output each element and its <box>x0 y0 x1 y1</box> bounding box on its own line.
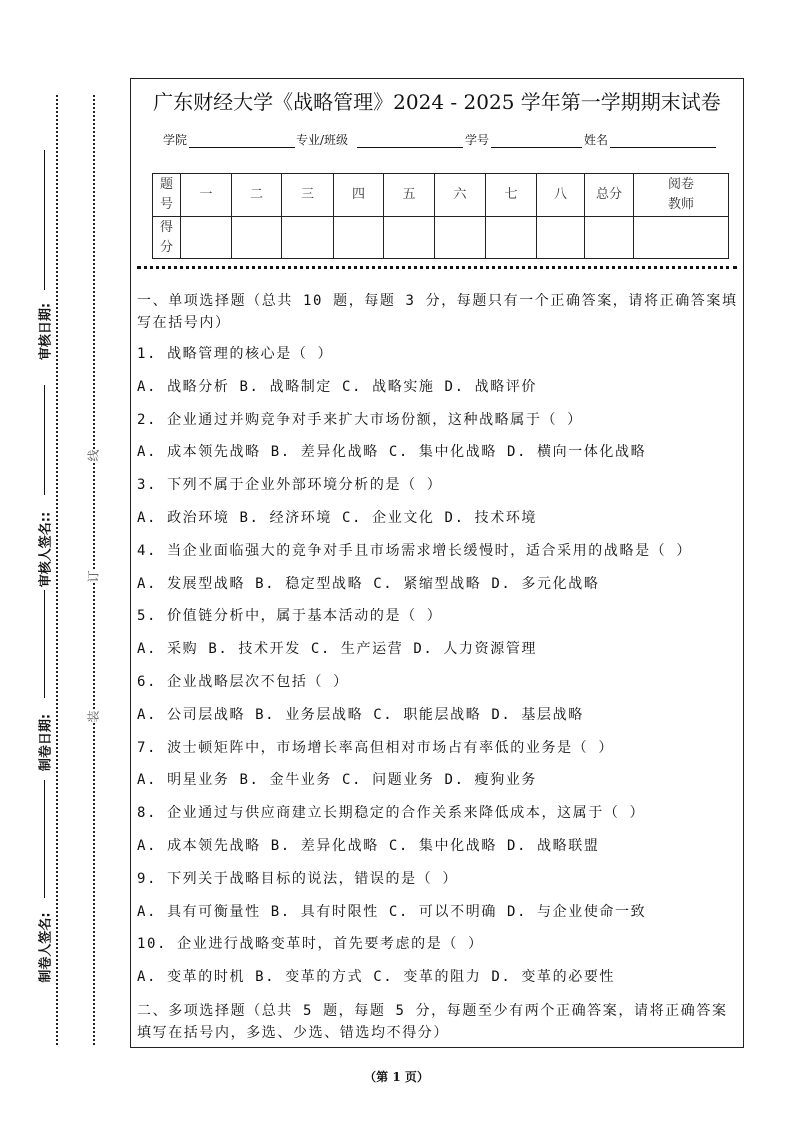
reviewer-sign-label: 审核人签名:: <box>38 511 54 588</box>
question-text: 5. 价值链分析中，属于基本活动的是（ ） <box>137 608 443 625</box>
page-number: （第 1 页） <box>364 1070 429 1084</box>
total-score-cell[interactable] <box>585 217 634 259</box>
binding-dotted-line-outer <box>56 95 58 1045</box>
college-label: 学院 <box>163 133 188 147</box>
major-label: 专业/班级 <box>296 133 349 147</box>
question-text: 4. 当企业面临强大的竞争对手且市场需求增长缓慢时，适合采用的战略是（ ） <box>137 542 692 559</box>
college-field[interactable] <box>189 133 295 148</box>
section1-heading-line1: 一、单项选择题（总共 10 题，每题 3 分，每题只有一个正确答案，请将正确答案填 <box>137 293 738 309</box>
question-options: A. 变革的时机 B. 变革的方式 C. 变革的阻力 D. 变革的必要性 <box>137 969 616 986</box>
question-text: 9. 下列关于战略目标的说法，错误的是（ ） <box>137 870 458 887</box>
question-options: A. 成本领先战略 B. 差异化战略 C. 集中化战略 D. 横向一体化战略 <box>137 444 647 461</box>
section1-heading-line2: 写在括号内） <box>137 315 231 331</box>
question-options: A. 发展型战略 B. 稳定型战略 C. 紧缩型战略 D. 多元化战略 <box>137 575 600 592</box>
question-text: 7. 波士顿矩阵中，市场增长率高但相对市场占有率低的业务是（ ） <box>137 739 614 756</box>
col-header: 八 <box>537 174 585 217</box>
score-cell[interactable] <box>282 217 334 259</box>
score-cell[interactable] <box>334 217 384 259</box>
question-text: 2. 企业通过并购竞争对手来扩大市场份额，这种战略属于（ ） <box>137 411 583 428</box>
col-header: 三 <box>282 174 334 217</box>
student-id-label: 学号 <box>465 133 490 147</box>
reviewer-header-char: 阅卷 <box>667 177 694 192</box>
bind-mark-line: 线 <box>86 449 101 462</box>
question-options: A. 采购 B. 技术开发 C. 生产运营 D. 人力资源管理 <box>137 641 538 658</box>
review-date-underline <box>44 150 45 290</box>
header-label-cell <box>153 174 181 217</box>
score-label-char: 分 <box>159 239 173 255</box>
reviewer-sign-underline <box>44 385 45 495</box>
col-header: 一 <box>181 174 232 217</box>
bind-mark-install: 装 <box>86 710 101 723</box>
reviewer-header-cell <box>634 174 729 217</box>
section2-heading-line2: 填写在括号内，多选、少选、错选均不得分） <box>137 1025 449 1041</box>
score-cell[interactable] <box>181 217 232 259</box>
question-options: A. 战略分析 B. 战略制定 C. 战略实施 D. 战略评价 <box>137 378 538 395</box>
score-cell[interactable] <box>435 217 486 259</box>
question-text: 8. 企业通过与供应商建立长期稳定的合作关系来降低成本，这属于（ ） <box>137 805 646 822</box>
section2-heading-line1: 二、多项选择题（总共 5 题，每题 5 分，每题至少有两个正确答案，请将正确答案 <box>137 1003 728 1019</box>
col-header: 七 <box>486 174 537 217</box>
make-date-label: 制卷日期: <box>38 713 54 772</box>
col-header: 总分 <box>585 174 634 217</box>
question-options: A. 明星业务 B. 金牛业务 C. 问题业务 D. 瘦狗业务 <box>137 772 538 789</box>
question-text: 6. 企业战略层次不包括（ ） <box>137 674 349 690</box>
col-header: 五 <box>384 174 435 217</box>
score-cell[interactable] <box>384 217 435 259</box>
score-table-score-row <box>153 217 729 259</box>
score-label-cell <box>153 217 181 259</box>
score-table <box>152 173 729 259</box>
make-date-underline <box>44 590 45 698</box>
col-header: 二 <box>232 174 282 217</box>
name-label: 姓名 <box>584 133 609 147</box>
separator-dotted-line <box>137 266 737 269</box>
score-cell[interactable] <box>537 217 585 259</box>
question-text: 3. 下列不属于企业外部环境分析的是（ ） <box>137 477 443 494</box>
question-options: A. 具有可衡量性 B. 具有时限性 C. 可以不明确 D. 与企业使命一致 <box>137 903 647 920</box>
question-text: 10. 企业进行战略变革时，首先要考虑的是（ ） <box>137 936 484 953</box>
score-cell[interactable] <box>486 217 537 259</box>
col-header: 四 <box>334 174 384 217</box>
question-options: A. 政治环境 B. 经济环境 C. 企业文化 D. 技术环境 <box>137 510 538 526</box>
score-cell[interactable] <box>232 217 282 259</box>
major-field[interactable] <box>357 133 463 148</box>
student-id-field[interactable] <box>491 133 582 148</box>
maker-sign-underline <box>44 780 45 898</box>
score-label-char: 得 <box>159 219 173 235</box>
score-table-header-row <box>153 174 729 217</box>
question-options: A. 公司层战略 B. 业务层战略 C. 职能层战略 D. 基层战略 <box>137 706 584 723</box>
question-options: A. 成本领先战略 B. 差异化战略 C. 集中化战略 D. 战略联盟 <box>137 838 600 854</box>
reviewer-header-char: 教师 <box>667 197 694 212</box>
review-date-label: 审核日期: <box>38 302 54 361</box>
header-label-char: 号 <box>159 197 173 212</box>
header-label-char: 题 <box>159 177 173 192</box>
maker-sign-label: 制卷人签名: <box>38 912 54 983</box>
name-field[interactable] <box>610 133 716 148</box>
bind-mark-order: 订 <box>86 570 101 583</box>
col-header: 六 <box>435 174 486 217</box>
exam-title: 广东财经大学《战略管理》2024 - 2025 学年第一学期期末试卷 <box>153 90 721 114</box>
reviewer-cell[interactable] <box>634 217 729 259</box>
question-text: 1. 战略管理的核心是（ ） <box>137 346 334 362</box>
